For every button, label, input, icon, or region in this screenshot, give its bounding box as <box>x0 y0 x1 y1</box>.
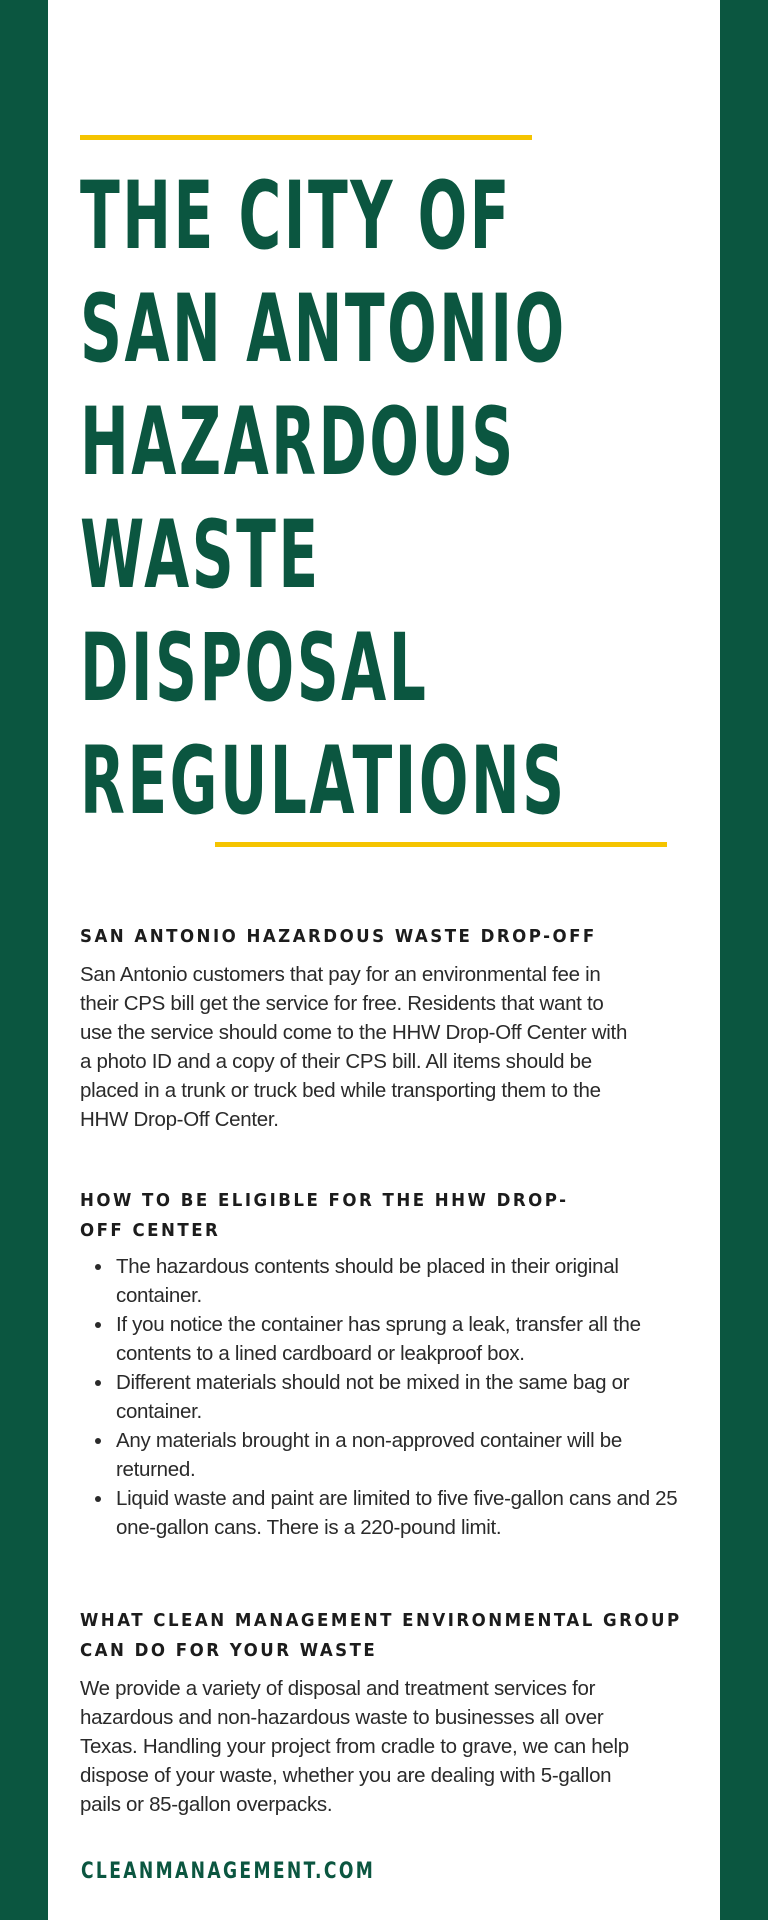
section-eligibility <box>80 1186 700 1542</box>
title-line: THE CITY OF <box>80 162 512 271</box>
list-item: • Any materials brought in a non-approved container will be returned. <box>114 1426 700 1484</box>
title-top-rule <box>80 135 532 140</box>
website-link[interactable]: CLEANMANAGEMENT.COM <box>81 1859 376 1884</box>
list-item: • If you notice the container has sprung a leak, transfer all the contents to a lined cardboard or leakproof box. <box>114 1310 700 1368</box>
title-line: WASTE <box>80 501 321 610</box>
list-item: • The hazardous contents should be placed in their original container. <box>114 1252 700 1310</box>
title-line: REGULATIONS <box>80 727 567 836</box>
list-item: • Liquid waste and paint are limited to five five-gallon cans and 25 one-gallon cans. There is a 220-pound limit. <box>114 1484 700 1542</box>
section-drop-off <box>80 922 700 1134</box>
list-item: • Different materials should not be mixed in the same bag or container. <box>114 1368 700 1426</box>
eligibility-list <box>80 1252 700 1542</box>
title-line: HAZARDOUS <box>80 388 516 497</box>
section-heading: WHAT CLEAN MANAGEMENT ENVIRONMENTAL GROUP CAN DO FOR YOUR WASTE <box>80 1611 682 1661</box>
title-line: DISPOSAL <box>80 614 429 723</box>
section-heading: SAN ANTONIO HAZARDOUS WASTE DROP-OFF <box>80 927 597 947</box>
title-bottom-rule <box>215 842 667 847</box>
title-line: SAN ANTONIO <box>80 275 567 384</box>
section-services <box>80 1606 700 1819</box>
section-body: We provide a variety of disposal and treatment services for hazardous and non-hazardous waste to businesses all over Texas. Handling your project from cradle to grave, we can help dispose of your waste, whether you are dealing with 5-gallon pails or 85-gallon overpacks. <box>80 1677 629 1816</box>
section-body: San Antonio customers that pay for an environmental fee in their CPS bill get the service for free. Residents that want to use the service should come to the HHW Drop-Off Center with a photo ID and a copy of their CPS bill. All items should be placed in a trunk or truck bed while transporting them to the HHW Drop-Off Center. <box>80 963 628 1131</box>
page-title <box>80 160 700 838</box>
section-heading: HOW TO BE ELIGIBLE FOR THE HHW DROP-OFF CENTER <box>80 1191 569 1241</box>
